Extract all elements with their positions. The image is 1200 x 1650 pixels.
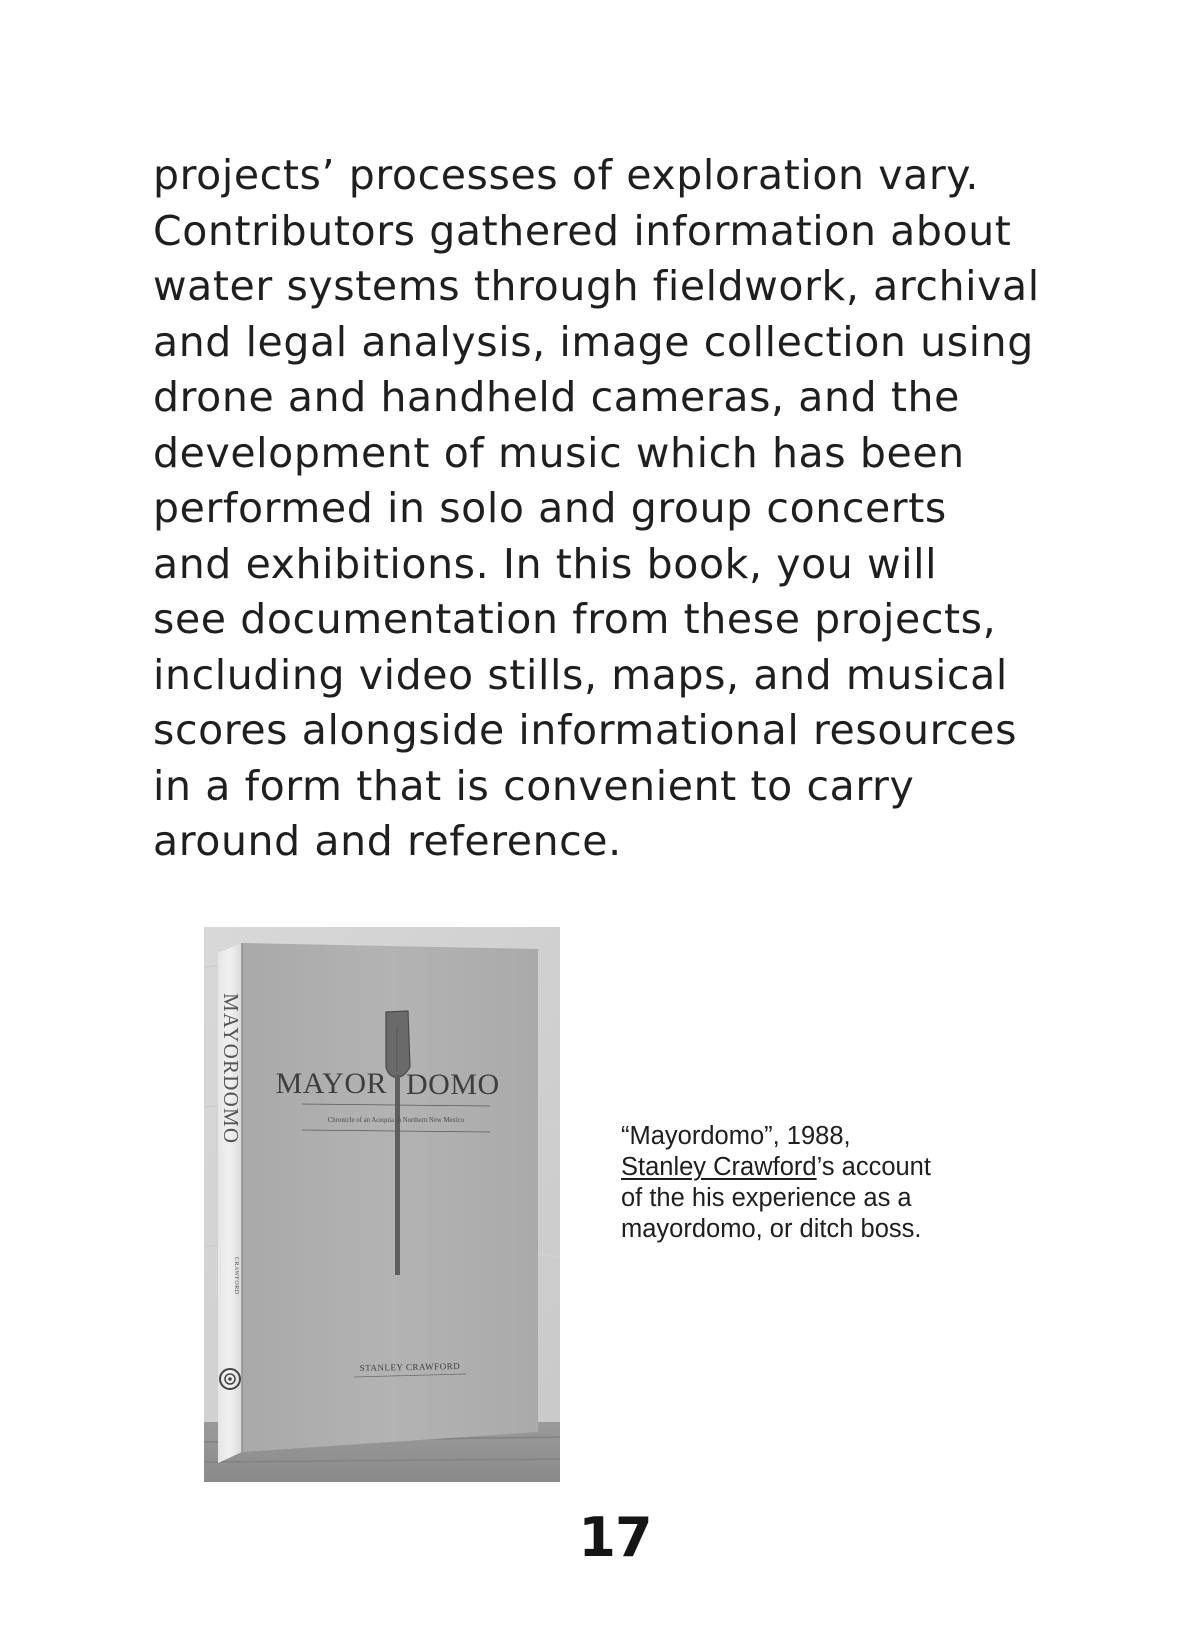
page-number: 17 <box>578 1506 652 1569</box>
body-line: drone and handheld cameras, and the <box>153 373 960 421</box>
cover-author: STANLEY CRAWFORD <box>359 1360 461 1374</box>
caption-author-suffix: ’s account <box>816 1153 931 1181</box>
body-line: development of music which has been <box>153 428 965 477</box>
body-paragraph <box>153 148 1073 870</box>
spine-author: CRAWFORD <box>233 1257 239 1295</box>
book-photo <box>204 927 560 1482</box>
cover-title-right: DOMO <box>406 1068 500 1101</box>
body-line: water systems through fieldwork, archival <box>153 262 1040 310</box>
body-line: scores alongside informational resources <box>153 706 1018 754</box>
figure-caption <box>621 1121 1001 1245</box>
body-line: see documentation from these projects, <box>153 595 997 643</box>
body-line: performed in solo and group concerts <box>153 484 947 532</box>
body-line: Contributors gathered information about <box>153 206 1012 255</box>
caption-line-title: “Mayordomo”, 1988, <box>621 1122 851 1150</box>
body-line: and exhibitions. In this book, you will <box>153 539 938 588</box>
book-illustration <box>204 927 560 1482</box>
caption-line: of the his experience as a <box>621 1184 912 1212</box>
author-link[interactable]: Stanley Crawford <box>621 1153 817 1181</box>
body-line: projects’ processes of exploration vary. <box>153 151 979 199</box>
body-line: including video stills, maps, and musical <box>153 650 1008 699</box>
body-line: around and reference. <box>153 817 622 865</box>
cover-title-left: MAYOR <box>275 1067 387 1100</box>
spine-title: MAYORDOMO <box>219 993 243 1145</box>
body-line: in a form that is convenient to carry <box>153 761 915 810</box>
cover-subtitle: Chronicle of an Acequia in Northern New Mexico <box>327 1117 465 1124</box>
caption-line-author <box>621 1152 1001 1183</box>
body-line: and legal analysis, image collection using <box>153 317 1034 366</box>
caption-line: mayordomo, or ditch boss. <box>621 1215 922 1243</box>
